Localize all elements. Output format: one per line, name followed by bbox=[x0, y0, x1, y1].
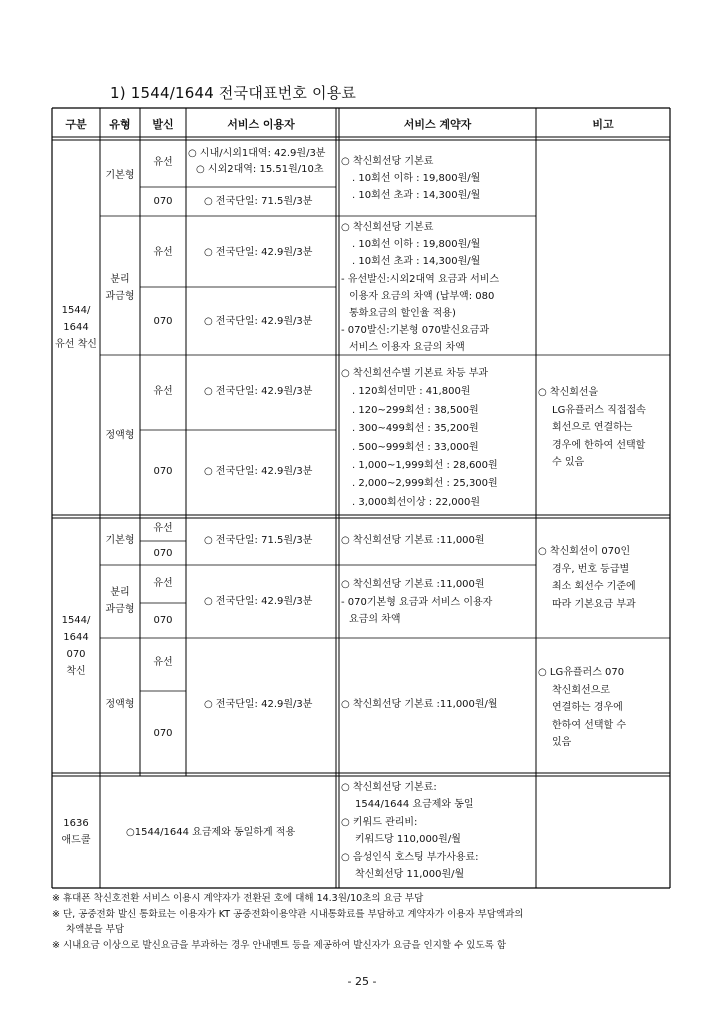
sec1-flat-contractor bbox=[341, 365, 498, 512]
contractor-line: 이용자 요금의 차액 (납부액: 080 bbox=[349, 290, 495, 302]
sec2-flat-070: 070 bbox=[153, 728, 173, 739]
sec1-basic-contractor bbox=[341, 153, 480, 204]
sec2-basic-type: 기본형 bbox=[105, 535, 135, 546]
remark-line: 연결하는 경우에 bbox=[552, 702, 623, 713]
sec1-label-line: 1544/ bbox=[61, 305, 91, 316]
contractor-line: . 10회선 초과 : 14,300원/월 bbox=[352, 256, 481, 268]
contractor-line: . 10회선 이하 : 19,800원/월 bbox=[352, 173, 481, 184]
contractor-line: 통화요금의 할인율 적용) bbox=[349, 308, 456, 320]
sec2-split-contractor bbox=[341, 576, 492, 629]
contractor-line: ○ 착신회선당 기본료 bbox=[341, 156, 434, 167]
sec2-basic-contractor: ○ 착신회선당 기본료 :11,000원 bbox=[341, 535, 485, 546]
sec3-contractor bbox=[341, 779, 479, 883]
sec2-split-type bbox=[100, 584, 140, 618]
sec1-flat-user-070: ○ 전국단일: 42.9원/3분 bbox=[204, 466, 313, 477]
sec2-flat-wired: 유선 bbox=[153, 657, 173, 668]
contractor-line: . 2,000~2,999회선 : 25,300원 bbox=[352, 478, 498, 490]
sec2-label-line: 1644 bbox=[63, 632, 89, 643]
header-origin: 발신 bbox=[152, 118, 174, 131]
sec1-flat-type: 정액형 bbox=[105, 430, 135, 441]
contractor-line: ○ 키워드 관리비: bbox=[341, 816, 418, 828]
sec3-label-line: 1636 bbox=[63, 818, 89, 829]
sec3-user: ○1544/1644 요금제와 동일하게 적용 bbox=[126, 827, 296, 838]
contractor-line: ○ 착신회선당 기본료 bbox=[341, 222, 434, 233]
sec2-flat-user: ○ 전국단일: 42.9원/3분 bbox=[204, 699, 313, 710]
sec2-flat-type: 정액형 bbox=[105, 699, 135, 710]
remark-line: LG유플러스 직접접속 bbox=[552, 404, 646, 416]
contractor-line: . 120~299회선 : 38,500원 bbox=[352, 404, 479, 416]
contractor-line: 요금의 차액 bbox=[349, 614, 401, 625]
contractor-line: ○ 착신회선수별 기본료 차등 부과 bbox=[341, 368, 489, 379]
sec2-flat-remarks bbox=[538, 664, 626, 752]
sec3-label-line: 애드콜 bbox=[61, 835, 91, 846]
remark-line: ○ LG유플러스 070 bbox=[538, 667, 625, 678]
sec1-basic-070: 070 bbox=[153, 196, 173, 207]
remark-line: 따라 기본요금 부과 bbox=[552, 598, 636, 610]
sec1-split-070: 070 bbox=[153, 316, 173, 327]
sec2-label-line: 착신 bbox=[66, 666, 86, 677]
contractor-line: ○ 착신회선당 기본료: bbox=[341, 782, 437, 793]
sec1-basic-user-wired bbox=[188, 146, 325, 178]
header-type: 유형 bbox=[109, 118, 131, 131]
type-line: 과금형 bbox=[105, 291, 135, 302]
sec1-basic-user-070: ○ 전국단일: 71.5원/3분 bbox=[204, 196, 313, 207]
note-3: ※ 시내요금 이상으로 발신요금을 부과하는 경우 안내멘트 등을 제공하여 발신자가 요금을 인지할 수 있도록 함 bbox=[52, 940, 507, 951]
remark-line: ○ 착신회선을 bbox=[538, 387, 599, 398]
sec2-split-user: ○ 전국단일: 42.9원/3분 bbox=[204, 596, 313, 607]
remark-line: 최소 회선수 기준에 bbox=[552, 581, 636, 592]
remark-line: 회선으로 연결하는 bbox=[552, 422, 633, 433]
header-remarks: 비고 bbox=[592, 118, 614, 131]
contractor-line: 착신회선당 11,000원/월 bbox=[355, 869, 465, 881]
contractor-line: . 500~999회선 : 33,000원 bbox=[352, 441, 479, 453]
rate-line: ○ 시내/시외1대역: 42.9원/3분 bbox=[188, 148, 326, 159]
sec1-split-contractor bbox=[341, 219, 499, 357]
rate-line: ○ 시외2대역: 15.51원/10초 bbox=[196, 164, 324, 175]
contractor-line: . 1,000~1,999회선 : 28,600원 bbox=[352, 460, 498, 472]
page-number: - 25 - bbox=[347, 975, 377, 988]
sec2-basic-wired: 유선 bbox=[153, 523, 173, 534]
contractor-line: - 070기본형 요금과 서비스 이용자 bbox=[341, 596, 493, 608]
sec2-basic-user: ○ 전국단일: 71.5원/3분 bbox=[204, 535, 313, 546]
contractor-line: - 070발신:기본형 070발신요금과 bbox=[341, 325, 490, 337]
note-2-cont: 차액분을 부담 bbox=[66, 924, 125, 935]
contractor-line: 1544/1644 요금제와 동일 bbox=[355, 799, 474, 811]
contractor-line: . 300~499회선 : 35,200원 bbox=[352, 423, 479, 435]
sec2-label-line: 070 bbox=[66, 649, 86, 660]
contractor-line: . 10회선 초과 : 14,300원/월 bbox=[352, 190, 481, 201]
contractor-line: - 유선발신:시외2대역 요금과 서비스 bbox=[341, 273, 500, 285]
contractor-line: . 10회선 이하 : 19,800원/월 bbox=[352, 239, 481, 251]
sec2-flat-contractor: ○ 착신회선당 기본료 :11,000원/월 bbox=[341, 699, 498, 710]
sec2-basic-070: 070 bbox=[153, 548, 173, 559]
sec1-label bbox=[52, 302, 100, 353]
sec1-flat-070: 070 bbox=[153, 466, 173, 477]
sec1-label-line: 1644 bbox=[63, 322, 89, 333]
sec3-label bbox=[52, 815, 100, 849]
sec2-label-line: 1544/ bbox=[61, 615, 91, 626]
section-title: 1) 1544/1644 전국대표번호 이용료 bbox=[110, 84, 357, 102]
contractor-line: . 120회선미만 : 41,800원 bbox=[352, 386, 471, 398]
sec2-split-070: 070 bbox=[153, 615, 173, 626]
sec1-label-line: 유선 착신 bbox=[55, 339, 97, 350]
remark-line: 착신회선으로 bbox=[552, 684, 610, 696]
remark-line: 경우에 한하여 선택할 bbox=[552, 439, 646, 451]
type-line: 분리 bbox=[110, 274, 130, 285]
sec2-basic-split-remarks bbox=[538, 543, 636, 613]
sec2-label bbox=[52, 612, 100, 680]
sec1-flat-user-wired: ○ 전국단일: 42.9원/3분 bbox=[204, 386, 313, 397]
sec1-flat-wired: 유선 bbox=[153, 386, 173, 397]
remark-line: ○ 착신회선이 070인 bbox=[538, 546, 631, 557]
contractor-line: 키워드당 110,000원/월 bbox=[355, 834, 461, 846]
remark-line: 수 있음 bbox=[552, 457, 585, 468]
sec1-split-user-070: ○ 전국단일: 42.9원/3분 bbox=[204, 316, 313, 327]
sec1-basic-wired: 유선 bbox=[153, 157, 173, 168]
contractor-line: ○ 음성인식 호스팅 부가사용료: bbox=[341, 851, 479, 863]
header-service-user: 서비스 이용자 bbox=[227, 118, 295, 131]
sec1-split-type bbox=[100, 271, 140, 305]
type-line: 분리 bbox=[110, 587, 130, 598]
sec1-split-user-wired: ○ 전국단일: 42.9원/3분 bbox=[204, 247, 313, 258]
remark-line: 있음 bbox=[552, 737, 572, 748]
contractor-line: ○ 착신회선당 기본료 :11,000원 bbox=[341, 579, 485, 590]
remark-line: 경우, 번호 등급별 bbox=[552, 563, 630, 575]
contractor-line: 서비스 이용자 요금의 차액 bbox=[349, 342, 465, 354]
note-1: ※ 휴대폰 착신호전환 서비스 이용시 계약자가 전환된 호에 대해 14.3원/10초의 요금 부담 bbox=[52, 893, 424, 904]
sec1-split-wired: 유선 bbox=[153, 247, 173, 258]
sec1-flat-remarks bbox=[538, 384, 646, 472]
header-service-contractor: 서비스 계약자 bbox=[403, 118, 472, 131]
sec2-split-wired: 유선 bbox=[153, 578, 173, 589]
note-2: ※ 단, 공중전화 발신 통화료는 이용자가 KT 공중전화이용약관 시내통화료를 부담하고 계약자가 이용자 부담액과의 bbox=[52, 909, 524, 920]
remark-line: 한하여 선택할 수 bbox=[552, 719, 626, 731]
contractor-line: . 3,000회선이상 : 22,000원 bbox=[352, 496, 481, 508]
header-gubun: 구분 bbox=[65, 118, 87, 131]
type-line: 과금형 bbox=[105, 604, 135, 615]
sec1-basic-type: 기본형 bbox=[105, 170, 135, 181]
